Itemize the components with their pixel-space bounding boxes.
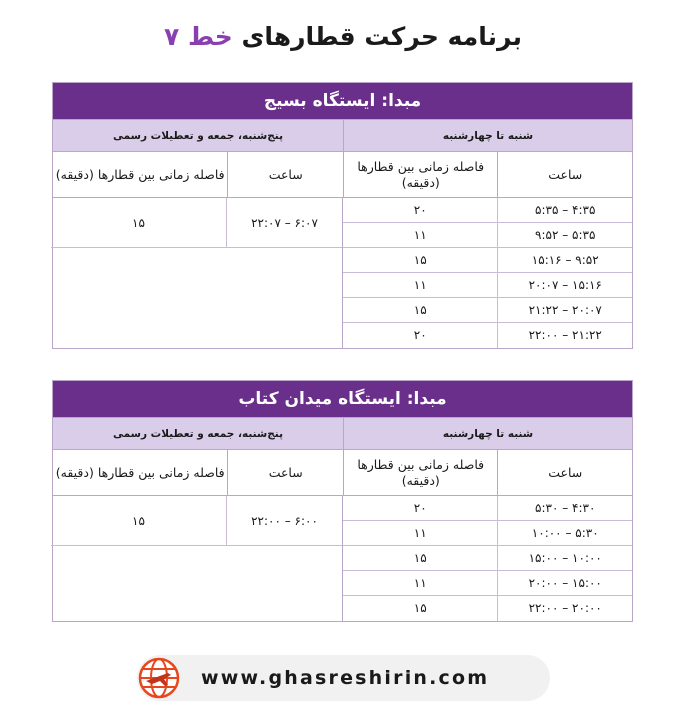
time-range-cell: ۱۵:۱۶ – ۲۰:۰۷ [497, 273, 632, 297]
column-header-row [53, 449, 632, 495]
table-row [343, 496, 632, 521]
weekday-header: شنبه تا چهارشنبه [343, 120, 632, 151]
time-range-cell: ۵:۳۵ – ۹:۵۲ [497, 223, 632, 247]
table-row [343, 298, 632, 323]
schedule-table-basij [52, 82, 633, 349]
table-row [343, 198, 632, 223]
table-row [343, 323, 632, 348]
schedule-table-meydan-ketab [52, 380, 633, 622]
time-range-cell: ۶:۰۷ – ۲۲:۰۷ [226, 198, 342, 247]
weekend-interval-column-header: فاصله زمانی بین قطارها (دقیقه) [55, 464, 225, 480]
time-range-cell: ۹:۵۲ – ۱۵:۱۶ [497, 248, 632, 272]
weekend-rows [51, 496, 342, 621]
interval-cell: ۱۵ [132, 514, 145, 528]
table-body [53, 495, 632, 621]
table-row [343, 571, 632, 596]
weekday-header: شنبه تا چهارشنبه [343, 418, 632, 449]
time-range-cell: ۴:۳۵ – ۵:۳۵ [497, 198, 632, 222]
table-row [51, 198, 342, 248]
table-row [343, 248, 632, 273]
day-group-header [53, 417, 632, 449]
interval-cell: ۲۰ [413, 203, 427, 217]
weekday-time-column-header: ساعت [497, 152, 632, 197]
weekend-header: پنج‌شنبه، جمعه و تعطیلات رسمی [112, 130, 284, 142]
weekday-time-column-header: ساعت [497, 450, 632, 495]
interval-cell: ۱۱ [413, 228, 427, 242]
table-row [343, 521, 632, 546]
interval-cell: ۱۱ [413, 278, 427, 292]
page-title [0, 22, 686, 51]
interval-cell: ۱۵ [413, 601, 427, 615]
globe-plane-logo-icon [138, 657, 180, 699]
time-range-cell: ۴:۳۰ – ۵:۳۰ [497, 496, 632, 520]
interval-cell: ۱۵ [413, 253, 427, 267]
table-body [53, 197, 632, 348]
origin-header: مبدا: ایستگاه میدان کتاب [53, 381, 632, 417]
weekend-header: پنج‌شنبه، جمعه و تعطیلات رسمی [112, 428, 284, 440]
interval-cell: ۱۵ [413, 303, 427, 317]
weekend-time-column-header: ساعت [227, 450, 343, 495]
time-range-cell: ۲۱:۲۲ – ۲۲:۰۰ [497, 323, 632, 348]
table-row [343, 223, 632, 248]
origin-header: مبدا: ایستگاه بسیج [53, 83, 632, 119]
interval-cell: ۱۱ [413, 576, 427, 590]
interval-cell: ۱۱ [413, 526, 427, 540]
time-range-cell: ۱۰:۰۰ – ۱۵:۰۰ [497, 546, 632, 570]
day-group-header [53, 119, 632, 151]
table-row [343, 546, 632, 571]
table-row [51, 496, 342, 546]
weekday-interval-column-header: فاصله زمانی بین قطارها (دقیقه) [343, 152, 497, 197]
table-row [343, 273, 632, 298]
weekend-rows [51, 198, 342, 348]
line-number: خط ۷ [164, 22, 233, 51]
website-link[interactable]: www.ghasreshirin.com [201, 667, 490, 689]
page-title-text: برنامه حرکت قطارهای [241, 22, 522, 51]
time-range-cell: ۲۰:۰۰ – ۲۲:۰۰ [497, 596, 632, 621]
time-range-cell: ۲۰:۰۷ – ۲۱:۲۲ [497, 298, 632, 322]
time-range-cell: ۶:۰۰ – ۲۲:۰۰ [226, 496, 342, 545]
weekday-rows [342, 496, 632, 621]
interval-cell: ۱۵ [132, 216, 145, 230]
time-range-cell: ۵:۳۰ – ۱۰:۰۰ [497, 521, 632, 545]
time-range-cell: ۱۵:۰۰ – ۲۰:۰۰ [497, 571, 632, 595]
weekend-time-column-header: ساعت [227, 152, 343, 197]
weekend-interval-column-header: فاصله زمانی بین قطارها (دقیقه) [55, 166, 225, 182]
interval-cell: ۱۵ [413, 551, 427, 565]
weekday-interval-column-header: فاصله زمانی بین قطارها (دقیقه) [343, 450, 497, 495]
interval-cell: ۲۰ [413, 501, 427, 515]
table-row [343, 596, 632, 621]
interval-cell: ۲۰ [413, 328, 427, 342]
website-footer [137, 655, 550, 701]
column-header-row [53, 151, 632, 197]
weekday-rows [342, 198, 632, 348]
